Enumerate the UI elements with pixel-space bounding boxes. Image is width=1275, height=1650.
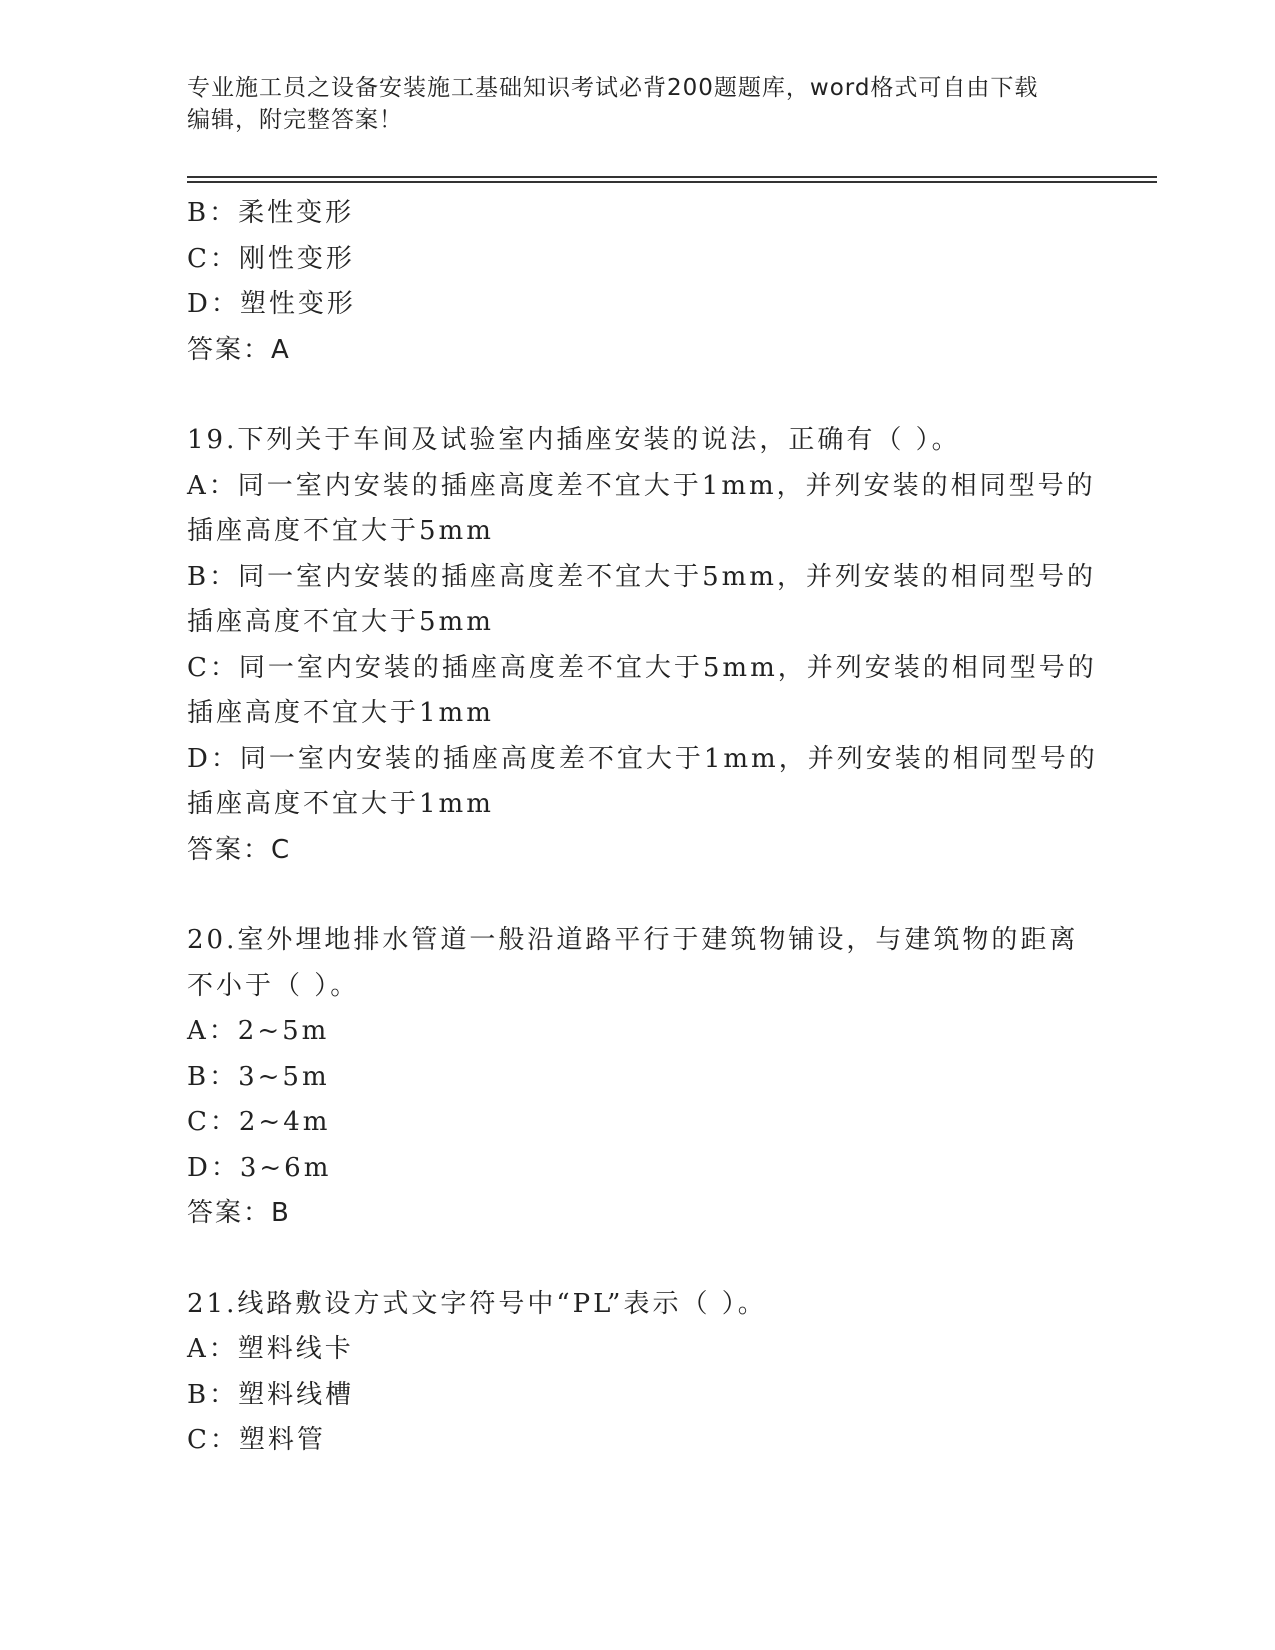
option-c: C：塑料管 bbox=[187, 1425, 326, 1455]
option-d-line-2: 插座高度不宜大于1mm bbox=[187, 789, 494, 819]
option-b: B：塑料线槽 bbox=[187, 1379, 355, 1410]
option-c-line-2: 插座高度不宜大于1mm bbox=[187, 698, 494, 728]
spacer bbox=[187, 873, 1087, 918]
question-stem: 21.线路敷设方式文字符号中“PL”表示（ ）。 bbox=[187, 1288, 767, 1319]
option-b: B：3~5m bbox=[187, 1061, 330, 1092]
question-18 bbox=[187, 191, 1087, 373]
option-b-line-1: B：同一室内安装的插座高度差不宜大于5mm，并列安装的相同型号的 bbox=[187, 561, 1096, 592]
option-d-line-1: D：同一室内安装的插座高度差不宜大于1mm，并列安装的相同型号的 bbox=[187, 743, 1098, 774]
question-21 bbox=[187, 1282, 1087, 1464]
option-a-line-1: A：同一室内安装的插座高度差不宜大于1mm，并列安装的相同型号的 bbox=[187, 470, 1096, 501]
spacer bbox=[187, 1237, 1087, 1282]
option-b-line-2: 插座高度不宜大于5mm bbox=[187, 607, 494, 637]
answer: 答案：B bbox=[187, 1198, 291, 1228]
header-divider-top bbox=[187, 176, 1157, 178]
spacer bbox=[187, 373, 1087, 418]
question-20 bbox=[187, 918, 1087, 1237]
page-header bbox=[187, 72, 1067, 136]
option-c-line-1: C：同一室内安装的插座高度差不宜大于5mm，并列安装的相同型号的 bbox=[187, 652, 1097, 683]
option-a-line-2: 插座高度不宜大于5mm bbox=[187, 516, 494, 546]
option-a: A：2~5m bbox=[187, 1016, 330, 1046]
option-c: C：2~4m bbox=[187, 1107, 331, 1137]
question-stem-line-1: 20.室外埋地排水管道一般沿道路平行于建筑物铺设，与建筑物的距离 bbox=[187, 925, 1079, 955]
answer: 答案：A bbox=[187, 334, 291, 365]
option-a: A：塑料线卡 bbox=[187, 1334, 354, 1364]
option-b: B：柔性变形 bbox=[187, 198, 355, 228]
option-c: C：刚性变形 bbox=[187, 243, 355, 274]
question-stem: 19.下列关于车间及试验室内插座安装的说法，正确有（ ）。 bbox=[187, 425, 961, 455]
option-d: D：3~6m bbox=[187, 1152, 332, 1183]
header-divider-bottom bbox=[187, 181, 1157, 183]
answer: 答案：C bbox=[187, 834, 292, 865]
header-title-line-2: 编辑，附完整答案！ bbox=[187, 107, 403, 133]
header-title-line-1: 专业施工员之设备安装施工基础知识考试必背200题题库，word格式可自由下载 bbox=[187, 75, 1039, 101]
question-list bbox=[187, 191, 1098, 1464]
question-stem-line-2: 不小于（ ）。 bbox=[187, 970, 360, 1001]
option-d: D：塑性变形 bbox=[187, 289, 356, 319]
question-19 bbox=[187, 418, 1098, 873]
